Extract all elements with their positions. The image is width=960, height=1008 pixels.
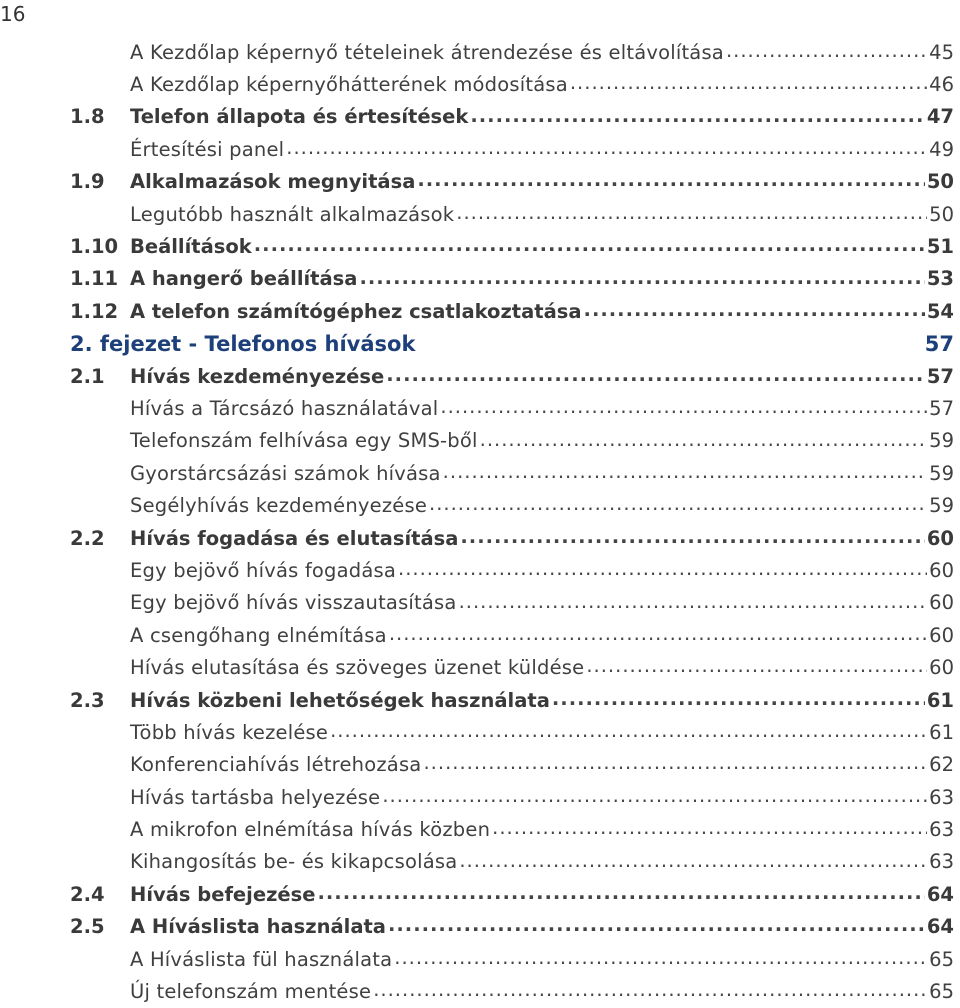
toc-entry-page: 50 <box>926 170 954 194</box>
toc-entry-page: 60 <box>926 526 954 550</box>
page-number: 16 <box>0 2 26 26</box>
toc-subsection[interactable] <box>0 716 960 748</box>
toc-dot-leader <box>389 624 927 647</box>
toc-entry-page: 57 <box>926 364 954 388</box>
toc-subsection[interactable] <box>0 619 960 651</box>
toc-entry-page: 49 <box>929 137 954 161</box>
toc-entry-title: A Híváslista fül használata <box>130 947 393 971</box>
toc-entry-page: 64 <box>926 882 954 906</box>
toc-entry-number: 2.3 <box>70 688 105 712</box>
toc-entry-title: Több hívás kezelése <box>130 720 329 744</box>
toc-subsection[interactable] <box>0 651 960 683</box>
toc-dot-leader <box>373 980 927 1003</box>
toc-entry-page: 60 <box>929 591 954 615</box>
toc-entry-number: 2.4 <box>70 882 105 906</box>
toc-entry-title: A Kezdőlap képernyő tételeinek átrendezése és eltávolítása <box>130 40 724 64</box>
toc-entry-title: Beállítások <box>130 235 252 259</box>
toc-dot-leader <box>317 883 924 906</box>
toc-subsection[interactable] <box>0 198 960 230</box>
toc-entry-page: 60 <box>929 558 954 582</box>
toc-section[interactable] <box>0 101 960 133</box>
toc-dot-leader <box>386 364 925 387</box>
toc-subsection[interactable] <box>0 587 960 619</box>
toc-dot-leader <box>492 818 927 841</box>
toc-entry-page: 57 <box>924 331 954 356</box>
toc-subsection[interactable] <box>0 554 960 586</box>
toc-entry-page: 60 <box>929 656 954 680</box>
toc-entry-page: 54 <box>926 299 954 323</box>
toc-dot-leader <box>398 559 927 582</box>
toc-subsection[interactable] <box>0 846 960 878</box>
toc-dot-leader <box>470 105 925 128</box>
toc-section[interactable] <box>0 684 960 716</box>
toc-entry-title: Egy bejövő hívás fogadása <box>130 558 397 582</box>
toc-entry-title: 2. fejezet - Telefonos hívások <box>70 331 416 356</box>
toc-entry-title: Hívás tartásba helyezése <box>130 785 381 809</box>
toc-dot-leader <box>330 721 927 744</box>
toc-subsection[interactable] <box>0 36 960 68</box>
toc-entry-title: Telefon állapota és értesítések <box>130 105 469 129</box>
toc-entry-title: A Híváslista használata <box>130 915 386 939</box>
toc-entry-title: Kihangosítás be- és kikapcsolása <box>130 850 458 874</box>
toc-entry-title: Hívás elutasítása és szöveges üzenet küldése <box>130 656 585 680</box>
toc-entry-title: Hívás a Tárcsázó használatával <box>130 396 439 420</box>
toc-entry-number: 2.1 <box>70 364 105 388</box>
toc-dot-leader <box>417 170 925 193</box>
toc-entry-page: 59 <box>929 461 954 485</box>
toc-entry-title: Konferenciahívás létrehozása <box>130 753 422 777</box>
toc-section[interactable] <box>0 295 960 327</box>
toc-dot-leader <box>460 526 924 549</box>
toc-dot-leader <box>584 300 925 323</box>
toc-entry-title: A mikrofon elnémítása hívás közben <box>130 818 491 842</box>
toc-entry-page: 59 <box>929 429 954 453</box>
toc-subsection[interactable] <box>0 975 960 1007</box>
toc-section[interactable] <box>0 263 960 295</box>
toc-entry-title: Egy bejövő hívás visszautasítása <box>130 591 457 615</box>
toc-entry-page: 50 <box>929 202 954 226</box>
toc-entry-page: 51 <box>926 235 954 259</box>
toc-entry-page: 61 <box>929 720 954 744</box>
toc-dot-leader <box>586 656 927 679</box>
toc-dot-leader <box>359 267 924 290</box>
toc-subsection[interactable] <box>0 749 960 781</box>
toc-entry-title: Gyorstárcsázási számok hívása <box>130 461 441 485</box>
toc-entry-number: 1.9 <box>70 170 105 194</box>
toc-entry-title: Hívás befejezése <box>130 882 316 906</box>
toc-dot-leader <box>480 429 928 452</box>
toc-entry-number: 1.11 <box>70 267 119 291</box>
toc-entry-page: 57 <box>929 396 954 420</box>
toc-dot-leader <box>443 462 928 485</box>
toc-entry-number: 1.12 <box>70 299 119 323</box>
toc-dot-leader <box>459 591 928 614</box>
toc-dot-leader <box>570 73 927 96</box>
toc-entry-title: A telefon számítógéphez csatlakoztatása <box>130 299 582 323</box>
toc-entry-title: Hívás közbeni lehetőségek használata <box>130 688 550 712</box>
toc-subsection[interactable] <box>0 489 960 521</box>
toc-dot-leader <box>254 235 925 258</box>
toc-entry-page: 61 <box>926 688 954 712</box>
toc-section[interactable] <box>0 911 960 943</box>
toc-subsection[interactable] <box>0 133 960 165</box>
toc-entry-page: 64 <box>926 915 954 939</box>
toc-dot-leader <box>394 947 927 970</box>
toc-subsection[interactable] <box>0 457 960 489</box>
toc-entry-page: 65 <box>929 980 954 1004</box>
toc-entry-title: A hangerő beállítása <box>130 267 358 291</box>
toc-chapter[interactable] <box>0 328 960 360</box>
toc-section[interactable] <box>0 878 960 910</box>
toc-dot-leader <box>382 785 927 808</box>
toc-entry-page: 65 <box>929 947 954 971</box>
toc-entry-title: Segélyhívás kezdeményezése <box>130 494 428 518</box>
toc-section[interactable] <box>0 230 960 262</box>
toc-entry-page: 46 <box>929 73 954 97</box>
toc-dot-leader <box>388 915 925 938</box>
toc-dot-leader <box>423 753 927 776</box>
toc-entry-title: A Kezdőlap képernyőhátterének módosítása <box>130 73 568 97</box>
toc-entry-title: Új telefonszám mentése <box>130 980 372 1004</box>
toc-section[interactable] <box>0 166 960 198</box>
toc-entry-title: Hívás fogadása és elutasítása <box>130 526 459 550</box>
toc-entry-title: Értesítési panel <box>130 137 285 161</box>
toc-dot-leader <box>552 688 925 711</box>
toc-entry-title: A csengőhang elnémítása <box>130 623 387 647</box>
toc-subsection[interactable] <box>0 425 960 457</box>
toc-entry-title: Legutóbb használt alkalmazások <box>130 202 455 226</box>
toc-entry-title: Telefonszám felhívása egy SMS-ből <box>130 429 478 453</box>
toc-subsection[interactable] <box>0 813 960 845</box>
toc-subsection[interactable] <box>0 781 960 813</box>
toc-entry-number: 2.5 <box>70 915 105 939</box>
toc-dot-leader <box>726 41 927 64</box>
toc-section[interactable] <box>0 360 960 392</box>
toc-dot-leader <box>429 494 927 517</box>
toc-entry-page: 62 <box>929 753 954 777</box>
toc-entry-title: Alkalmazások megnyitása <box>130 170 416 194</box>
table-of-contents <box>0 36 960 1008</box>
toc-entry-number: 1.10 <box>70 235 119 259</box>
toc-entry-page: 47 <box>926 105 954 129</box>
toc-entry-title: Hívás kezdeményezése <box>130 364 385 388</box>
toc-entry-number: 1.8 <box>70 105 105 129</box>
toc-entry-page: 63 <box>929 785 954 809</box>
toc-entry-page: 45 <box>929 40 954 64</box>
toc-entry-page: 53 <box>926 267 954 291</box>
toc-entry-number: 2.2 <box>70 526 105 550</box>
toc-dot-leader <box>456 202 927 225</box>
toc-entry-page: 59 <box>929 494 954 518</box>
toc-dot-leader <box>440 397 927 420</box>
toc-dot-leader <box>286 138 927 161</box>
toc-entry-page: 63 <box>929 818 954 842</box>
toc-dot-leader <box>459 850 927 873</box>
toc-subsection[interactable] <box>0 68 960 100</box>
toc-section[interactable] <box>0 522 960 554</box>
toc-entry-page: 63 <box>929 850 954 874</box>
toc-subsection[interactable] <box>0 392 960 424</box>
toc-entry-page: 60 <box>929 623 954 647</box>
toc-subsection[interactable] <box>0 943 960 975</box>
